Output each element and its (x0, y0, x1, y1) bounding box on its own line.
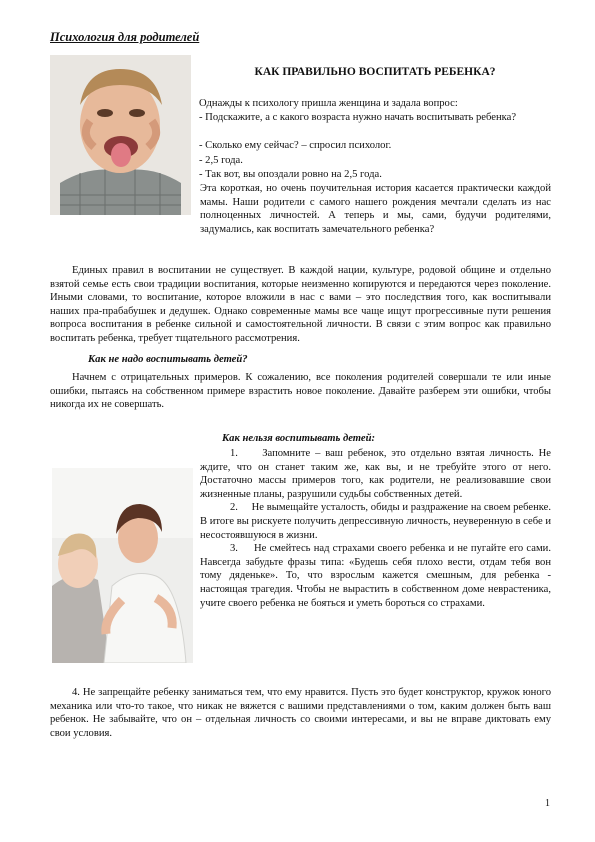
list-item-1: 1. Запомните – ваш ребенок, это отдельно взятая личность. Не ждите, что он станет таким же, как вы, и не требуйте этого от него. Достаточно массы примеров того, как родители, не реализовавшие свои жизненные планы, разрушили судьбы собственных детей. (200, 448, 551, 500)
list-block-items-1-3 (50, 447, 551, 661)
list-item-2: 2. Не вымещайте усталость, обиды и раздражение на своем ребенке. В итоге вы рискуете получить депрессивную личность, неуверенную в себе и несостоявшуюся в жизни. (200, 502, 551, 541)
heading-how-not-to-raise: Как не надо воспитывать детей? (88, 354, 248, 365)
article-title: КАК ПРАВИЛЬНО ВОСПИТАТЬ РЕБЕНКА? (254, 66, 496, 78)
list-item-3: 3. Не смейтесь над страхами своего ребенка и не пугайте его сами. Навсегда забудьте фразы типа: «Будешь себя плохо вести, отдам тебя вон тому дяденьке». То, что взрослым кажется смешным, для ребенка - настоящая трагедия. Чтобы не вырастить в собственном доме неврастеника, учите своего ребенка не бояться и уметь бороться со страхами. (200, 543, 551, 609)
paragraph-rules: Единых правил в воспитании не существует. В каждой нации, культуре, родовой общине и отдельно взятой семье есть свои традиции воспитания, которые неизменно копируются и передаются через поколение. Иными словами, то воспитание, которое вложили в нас с вами – это последствия того, как воспитывали наших пра-прабабушек и дедушек. Однако современные мамы все чаще ищут прогрессивные пути решения вопроса воспитания в ребенке сильной и самостоятельной личности. В связи с этим вопрос как правильно воспитать ребенка, требует тщательного рассмотрения. (50, 265, 551, 344)
photo-float-spacer (50, 182, 200, 250)
photo-float-spacer-2 (50, 447, 200, 661)
page-number: 1 (545, 798, 550, 809)
intro-paragraph-6-text: Эта короткая, но очень поучительная история касается практически каждой мамы. Наши родители с самого нашего рождения мечтали сделать из нас полноценных личностей. А теперь и мы, сами, будучи родителями, задумались, как воспитать замечательного ребенка? (200, 183, 551, 235)
intro-paragraph-6 (50, 182, 551, 250)
intro-paragraph-5: - Так вот, вы опоздали ровно на 2,5 года. (199, 169, 382, 180)
intro-paragraph-4: - 2,5 года. (199, 155, 243, 166)
heading-how-must-not-raise: Как нельзя воспитывать детей: (222, 433, 376, 444)
page-header: Психология для родителей (50, 30, 200, 44)
list-item-4: 4. Не запрещайте ребенку заниматься тем, что ему нравится. Пусть это будет конструктор, кружок юного механика или что-то такое, что никак не вяжется с вашими представлениями о том, каким должен быть ваш ребенок. Не забывайте, что он – отдельная личность со своими интересами, и вы не вправе диктовать ему свои условия. (50, 687, 551, 739)
intro-paragraph-2: - Подскажите, а с какого возраста нужно начать воспитывать ребенка? (199, 112, 517, 123)
intro-paragraph-3: - Сколько ему сейчас? – спросил психолог. (199, 140, 392, 151)
intro-paragraph-1: Однажды к психологу пришла женщина и задала вопрос: (199, 98, 458, 109)
paragraph-negative-examples: Начнем с отрицательных примеров. К сожалению, все поколения родителей совершали те или иные ошибки, пытаясь на собственном примере взрастить новое поколение. Давайте разберем эти ошибки, чтобы никогда их не совершать. (50, 372, 551, 411)
